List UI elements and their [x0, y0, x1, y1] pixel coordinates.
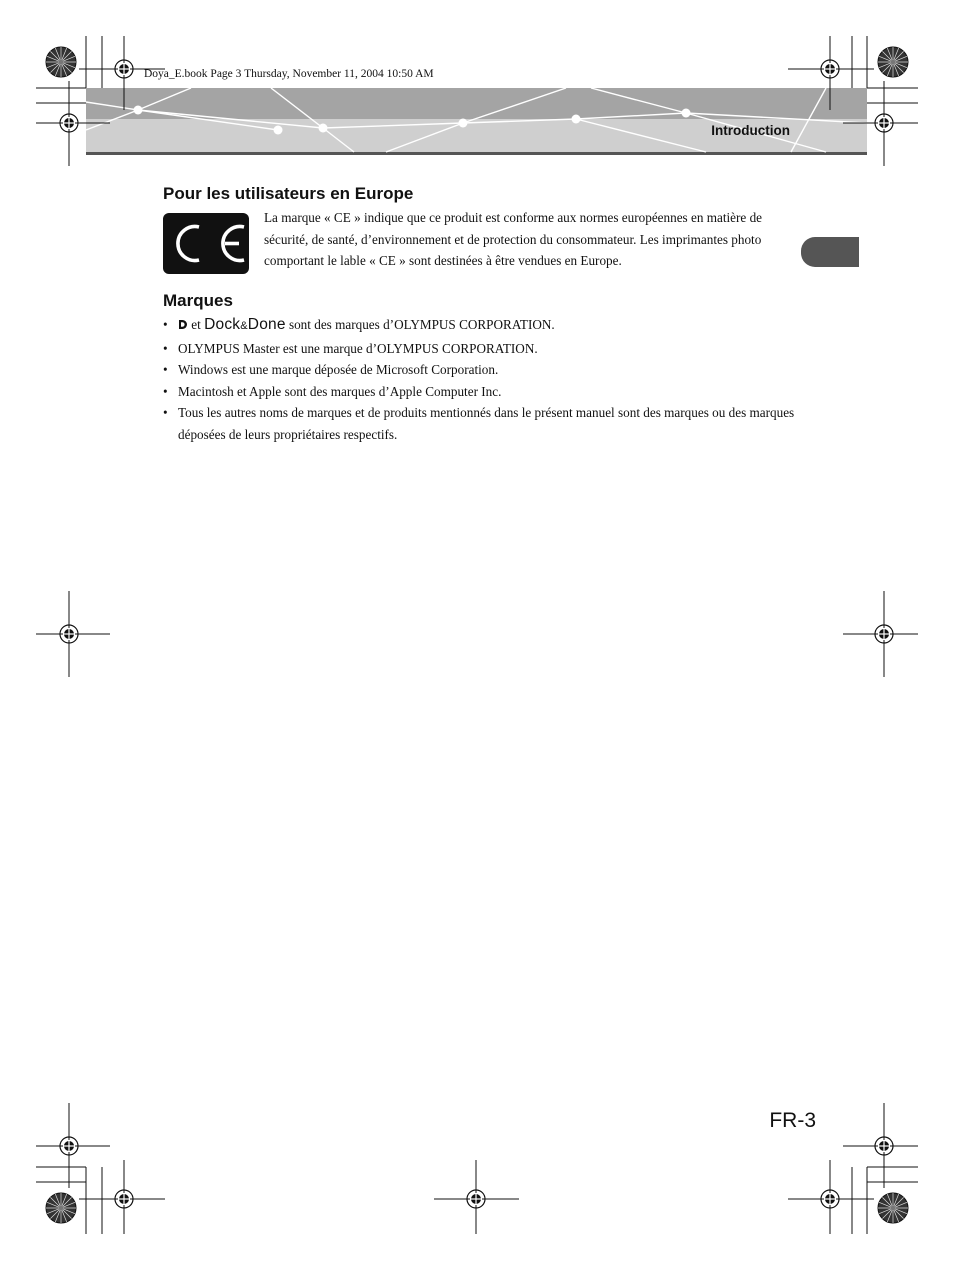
logo-amp-text: &: [240, 320, 248, 332]
bullet: •: [163, 362, 168, 378]
bullet: •: [163, 317, 168, 332]
section-label: Introduction: [711, 123, 790, 138]
d-logo-icon: [178, 319, 188, 330]
item-text: OLYMPUS Master est une marque d’OLYMPUS CORPORATION.: [178, 340, 538, 356]
side-thumb-tab: [801, 237, 859, 267]
item-connector: et: [191, 317, 201, 332]
bullet: •: [163, 340, 168, 356]
trademarks-heading: Marques: [163, 291, 233, 310]
page-number: FR-3: [769, 1109, 816, 1132]
item-text: Windows est une marque déposée de Microsoft Corporation.: [178, 362, 499, 378]
list-item: [163, 359, 803, 381]
ce-mark-logo: [163, 213, 249, 274]
item-text: sont des marques d’OLYMPUS CORPORATION.: [288, 317, 555, 332]
logo-done-text: Done: [247, 316, 286, 333]
ce-description: La marque « CE » indique que ce produit est conforme aux normes européennes en matière de sécurité, de santé, d’environnement et de protection du consommateur. Les imprimantes photo comportant le lable « CE » sont destinées à être vendues en Europe.: [264, 210, 763, 269]
dock-and-done-logo: [204, 316, 286, 333]
list-item: [163, 402, 803, 445]
list-item: [163, 381, 803, 403]
list-item: [163, 314, 803, 338]
list-item: [163, 338, 803, 360]
header-banner: [86, 88, 867, 155]
europe-heading: Pour les utilisateurs en Europe: [163, 184, 414, 203]
trademarks-list: [163, 314, 803, 446]
print-file-header: Doya_E.book Page 3 Thursday, November 11, 2004 10:50 AM: [144, 68, 434, 80]
item-text: Macintosh et Apple sont des marques d’Apple Computer Inc.: [178, 383, 502, 399]
bullet: •: [163, 383, 168, 399]
bullet: •: [163, 405, 168, 421]
item-text: Tous les autres noms de marques et de produits mentionnés dans le présent manuel sont des marques ou des marques déposées de leurs propriétaires respectifs.: [178, 405, 795, 442]
logo-dock-text: Dock: [204, 316, 241, 333]
